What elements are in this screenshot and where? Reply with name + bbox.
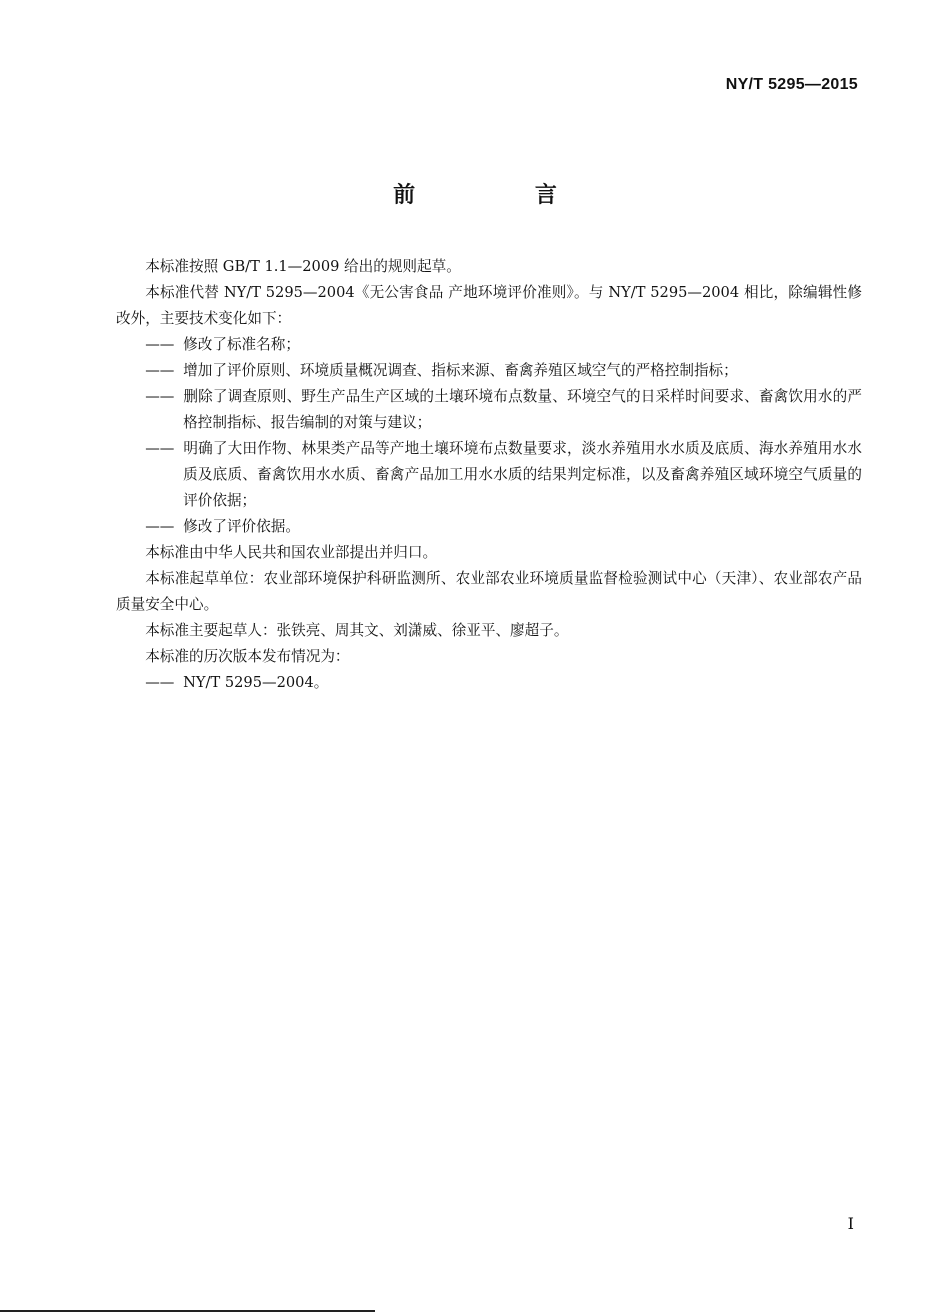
change-item-text: 增加了评价原则、环境质量概况调查、指标来源、畜禽养殖区域空气的严格控制指标；: [183, 362, 738, 379]
dash-marker: ——: [145, 518, 175, 535]
change-item-text: 修改了标准名称；: [183, 336, 300, 353]
history-item: [116, 670, 862, 696]
change-item-text: 修改了评价依据。: [183, 518, 300, 535]
paragraph-history-intro: 本标准的历次版本发布情况为：: [145, 648, 350, 665]
change-item: [116, 332, 862, 358]
footer-rule: [0, 1310, 375, 1312]
foreword-body: [116, 254, 862, 696]
standard-code: NY/T 5295—2015: [725, 76, 858, 93]
dash-marker: ——: [145, 336, 175, 353]
paragraph-drafting-units: 本标准起草单位：农业部环境保护科研监测所、农业部农业环境质量监督检验测试中心（天津）、农业部农产品质量安全中心。: [116, 570, 862, 613]
dash-marker: ——: [145, 362, 175, 379]
change-item-text: 明确了大田作物、林果类产品等产地土壤环境布点数量要求，淡水养殖用水水质及底质、海水养殖用水水质及底质、畜禽饮用水水质、畜禽产品加工用水水质的结果判定标准，以及畜禽养殖区域环境空气质量的评价依据；: [183, 440, 862, 509]
paragraph-drafters: 本标准主要起草人：张铁亮、周其文、刘潇威、徐亚平、廖超子。: [145, 622, 569, 639]
change-item-text: 删除了调查原则、野生产品生产区域的土壤环境布点数量、环境空气的日采样时间要求、畜禽饮用水的严格控制指标、报告编制的对策与建议；: [183, 388, 862, 431]
change-item: [116, 384, 862, 436]
change-item: [116, 358, 862, 384]
page-number: I: [847, 1214, 854, 1233]
change-item: [116, 436, 862, 514]
history-item-text: NY/T 5295—2004。: [183, 674, 329, 691]
paragraph-replaces: 本标准代替 NY/T 5295—2004《无公害食品 产地环境评价准则》。与 NY/T 5295—2004 相比，除编辑性修改外，主要技术变化如下：: [116, 284, 862, 327]
change-item: [116, 514, 862, 540]
paragraph-proposer: 本标准由中华人民共和国农业部提出并归口。: [145, 544, 438, 561]
dash-marker: ——: [145, 674, 175, 691]
dash-marker: ——: [145, 440, 175, 457]
dash-marker: ——: [145, 388, 175, 405]
paragraph-drafting-rules: 本标准按照 GB/T 1.1—2009 给出的规则起草。: [145, 258, 461, 275]
section-title: 前 言: [393, 183, 613, 208]
